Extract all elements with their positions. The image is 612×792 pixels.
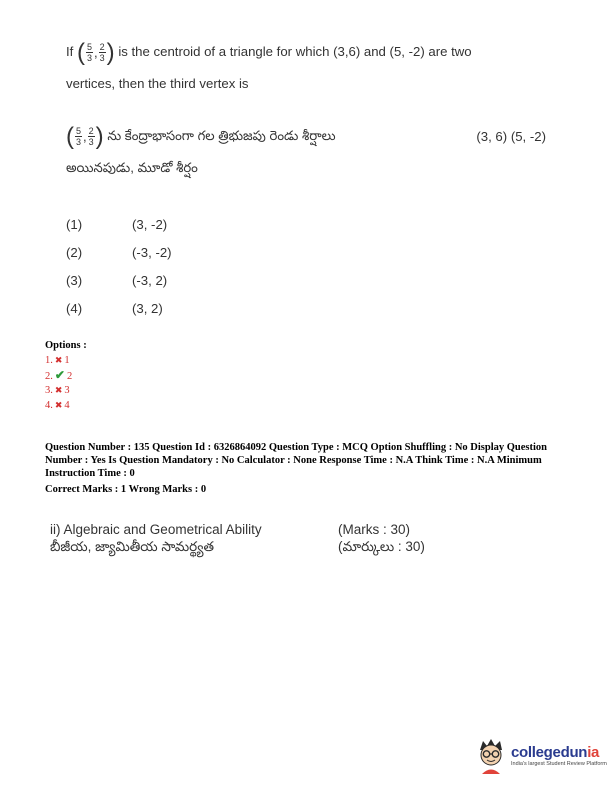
centroid-x-den: 3 — [76, 137, 82, 148]
question-line-1-text: is the centroid of a triangle for which (3,6) and (5, -2) are two — [118, 44, 472, 59]
logo-text — [511, 745, 607, 768]
section-title-english: ii) Algebraic and Geometrical Ability — [50, 522, 262, 537]
option-text: (-3, 2) — [132, 272, 168, 288]
option-text: (3, -2) — [132, 216, 168, 232]
centroid-y-den: 3 — [88, 137, 94, 148]
option-number: (1) — [66, 216, 83, 232]
answer-option — [66, 266, 172, 294]
option-text: (-3, -2) — [132, 244, 172, 260]
check-icon: ✔ — [54, 368, 65, 382]
section-row-telugu — [50, 539, 470, 558]
right-paren: ) — [95, 122, 104, 150]
answer-option — [66, 238, 172, 266]
question-text-telugu — [66, 120, 546, 183]
section-title-telugu: బీజీయ, జ్యామితీయ సామర్థ్యత — [50, 539, 215, 554]
options-title: Options : — [45, 340, 87, 351]
option-number: (4) — [66, 300, 83, 316]
option-prefix: 1. — [45, 355, 53, 366]
section-header — [50, 520, 470, 558]
centroid-x-den: 3 — [87, 53, 93, 64]
centroid-x-num: 5 — [76, 126, 82, 137]
centroid-y — [88, 126, 95, 147]
cross-icon: ✖ — [54, 385, 63, 395]
right-paren: ) — [106, 38, 115, 66]
question-if: If — [66, 44, 74, 59]
cross-icon: ✖ — [54, 355, 63, 365]
comma: , — [94, 45, 98, 61]
centroid-x-num: 5 — [87, 42, 93, 53]
logo-name — [511, 745, 607, 761]
telugu-line-1-text: ను కేంద్రాభాసంగా గల త్రిభుజపు రెండు శీర్షాలు — [107, 128, 336, 143]
cross-icon: ✖ — [54, 400, 63, 410]
centroid-y-num: 2 — [88, 126, 94, 137]
section-marks-telugu: (మార్కులు : 30) — [338, 539, 425, 554]
meta-line-1: Question Number : 135 Question Id : 6326864092 Question Type : MCQ Option Shuffling : No Display Question — [45, 442, 548, 453]
question-line-2: vertices, then the third vertex is — [66, 76, 249, 92]
question-text-english — [66, 36, 546, 99]
option-label: 1 — [64, 355, 70, 366]
option-number: (2) — [66, 244, 83, 260]
options-list-item — [45, 368, 87, 383]
answer-option — [66, 210, 172, 238]
meta-line-2: Number : Yes Is Question Mandatory : No Calculator : None Response Time : N.A Think Time : N.A Minimum — [45, 455, 542, 466]
section-marks-english: (Marks : 30) — [338, 522, 411, 537]
option-text: (3, 2) — [132, 300, 163, 316]
answer-options — [66, 210, 172, 322]
centroid-fraction — [77, 37, 115, 68]
centroid-y-den: 3 — [99, 53, 105, 64]
option-number: (3) — [66, 272, 83, 288]
logo-tagline: India's largest Student Review Platform — [511, 760, 607, 767]
question-line-1 — [66, 36, 546, 68]
options-list-item — [45, 398, 87, 413]
options-list-item — [45, 353, 87, 368]
marks-line: Correct Marks : 1 Wrong Marks : 0 — [45, 484, 207, 495]
options-summary — [45, 340, 87, 413]
telugu-line-1 — [66, 120, 546, 152]
question-metadata — [45, 441, 575, 496]
answer-option — [66, 294, 172, 322]
options-list-item — [45, 383, 87, 398]
left-paren: ( — [77, 38, 85, 66]
telugu-line-2: అయినపుడు, మూడో శీర్షం — [66, 160, 198, 176]
centroid-x — [86, 42, 93, 63]
option-prefix: 2. — [45, 371, 53, 382]
option-label: 3 — [64, 385, 70, 396]
meta-line-3: Instruction Time : 0 — [45, 468, 135, 479]
collegedunia-logo[interactable] — [474, 738, 607, 774]
option-label: 4 — [64, 400, 70, 411]
comma: , — [83, 129, 87, 145]
logo-name-accent: ia — [587, 743, 600, 761]
option-label: 2 — [66, 371, 73, 382]
centroid-y — [99, 42, 106, 63]
logo-name-main: collegedun — [511, 743, 588, 761]
centroid-fraction-telugu — [66, 121, 104, 152]
option-prefix: 3. — [45, 385, 53, 396]
section-row-english — [50, 520, 470, 539]
telugu-line-1-points: (3, 6) (5, -2) — [476, 128, 546, 144]
mascot-icon — [474, 738, 508, 774]
option-prefix: 4. — [45, 400, 53, 411]
centroid-x — [75, 126, 82, 147]
left-paren: ( — [66, 122, 74, 150]
centroid-y-num: 2 — [99, 42, 105, 53]
